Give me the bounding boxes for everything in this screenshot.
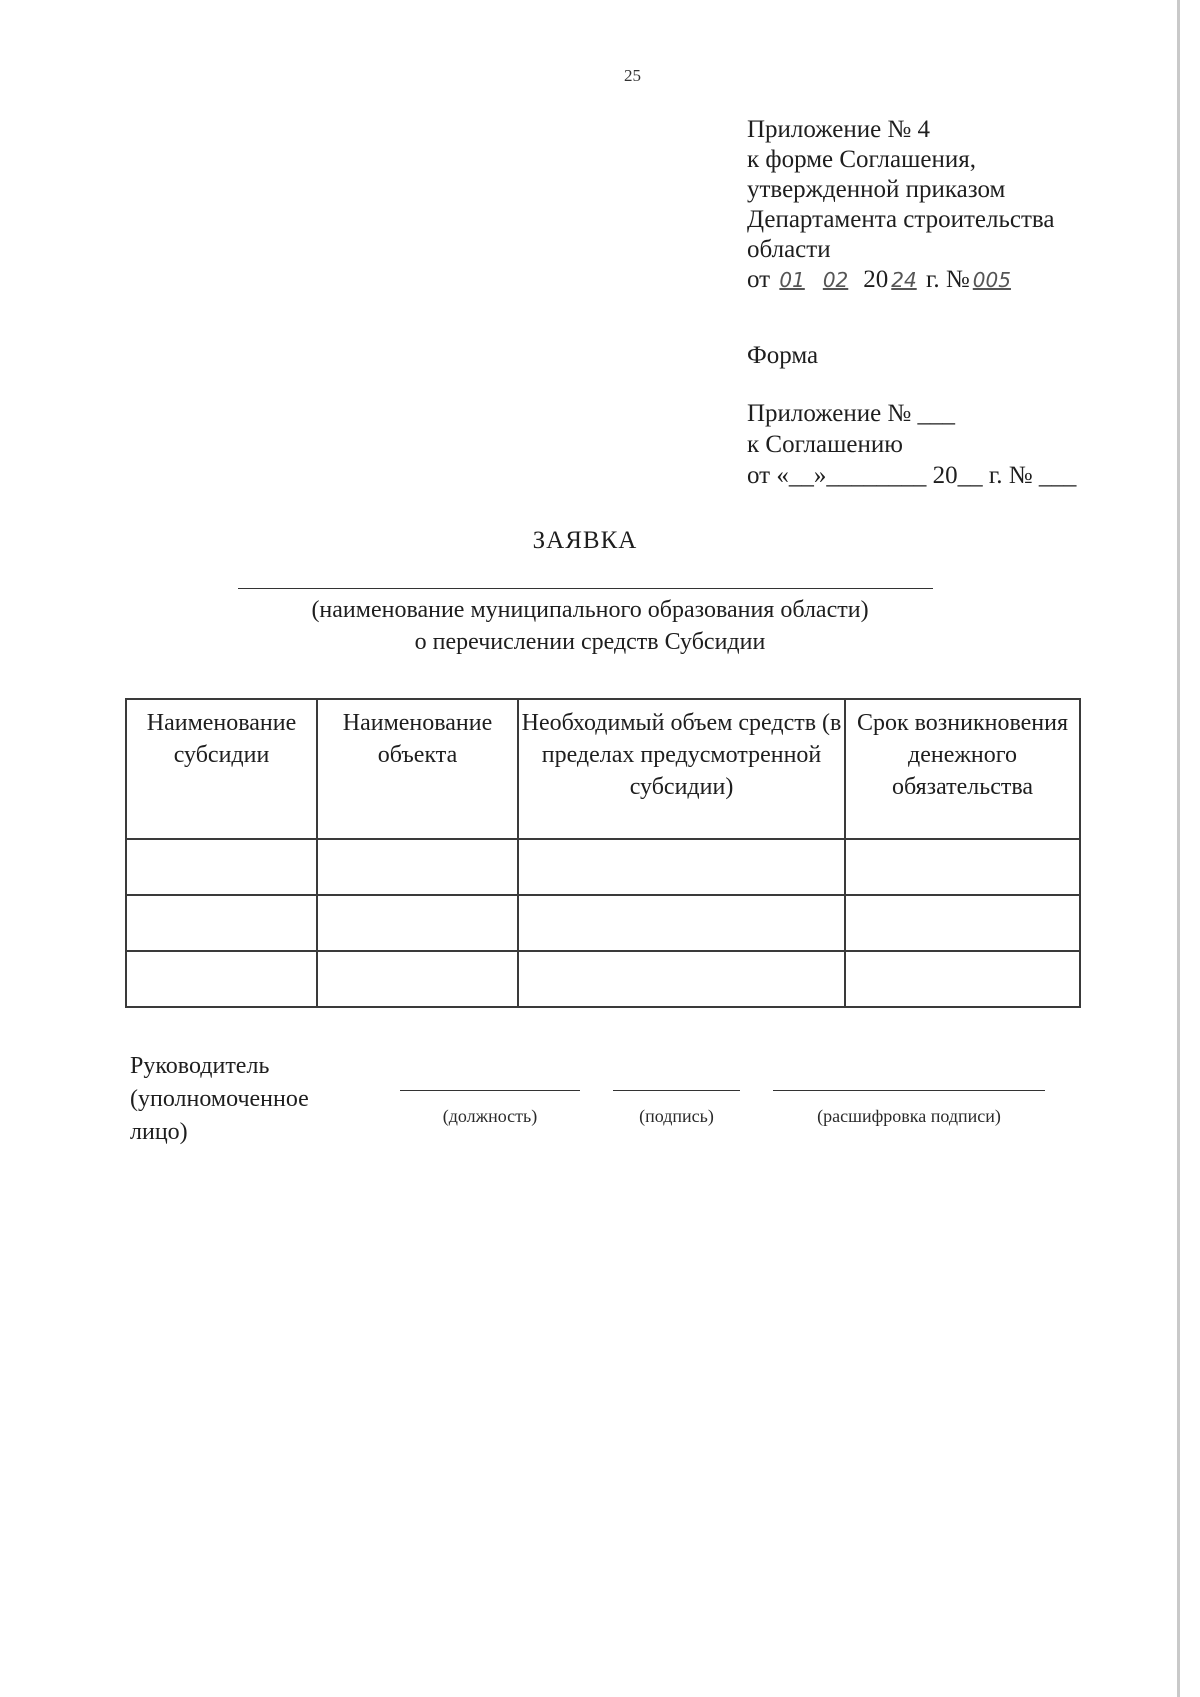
handwritten-day: 01 [779,268,805,292]
signature-line [613,1090,740,1091]
position-caption: (должность) [442,1106,538,1126]
appendix-line-1: Приложение № 4 [747,116,931,143]
table-row [126,895,1080,951]
table-cell [845,895,1080,951]
appendix-line-5: области [747,236,831,263]
table-cell [518,951,845,1007]
table-header-row [126,699,1080,839]
handwritten-year: 24 [891,268,917,292]
appendix-line-3: утвержденной приказом [747,176,1006,203]
year-prefix: 20 [863,266,889,293]
table-cell [317,839,518,895]
form-label: Форма [747,342,819,369]
signature-caption: (подпись) [639,1106,714,1126]
request-table [125,698,1081,1008]
table-cell [845,839,1080,895]
header-required-amount: Необходимый объем средств (в пределах предусмотренной субсидии) [518,699,845,839]
header-object-name: Наименование объекта [317,699,518,839]
subtitle-line-2: о перечислении средств Субсидии [414,629,766,655]
header-subsidy-name: Наименование субсидии [126,699,317,839]
header-obligation-term: Срок возникновения денежного обязательства [845,699,1080,839]
annex-line-1: Приложение № ___ [747,400,956,427]
annex-line-3: от «__»________ 20__ г. № ___ [747,462,1077,489]
signatory-label [130,1050,309,1149]
table-cell [126,895,317,951]
annex-line-2: к Соглашению [747,431,903,458]
subtitle-line-1: (наименование муниципального образования области) [311,597,869,623]
signatory-line-2: (уполномоченное [130,1086,309,1112]
signatory-line-3: лицо) [130,1119,188,1145]
table-cell [518,895,845,951]
municipality-name-line [238,588,933,589]
number-prefix: г. № [925,266,970,293]
table-cell [518,839,845,895]
signature-decoding-line [773,1090,1045,1091]
table-cell [845,951,1080,1007]
table-cell [126,839,317,895]
signatory-line-1: Руководитель [130,1053,270,1079]
page-edge [1177,0,1180,1697]
table-row [126,951,1080,1007]
position-line [400,1090,580,1091]
table-cell [317,895,518,951]
page-number: 25 [624,66,641,85]
appendix-block [747,115,1055,295]
handwritten-month: 02 [822,268,849,292]
table-row [126,839,1080,895]
decoding-caption: (расшифровка подписи) [817,1106,1001,1126]
document-title: ЗАЯВКА [532,527,638,554]
date-prefix: от [747,266,771,293]
table-cell [126,951,317,1007]
appendix-date-line [747,265,1055,295]
table-cell [317,951,518,1007]
document-subtitle [0,594,1180,658]
appendix-line-2: к форме Соглашения, [747,146,976,173]
appendix-line-4: Департамента строительства [747,206,1055,233]
handwritten-number: 005 [972,268,1011,292]
annex-block [747,398,1076,491]
